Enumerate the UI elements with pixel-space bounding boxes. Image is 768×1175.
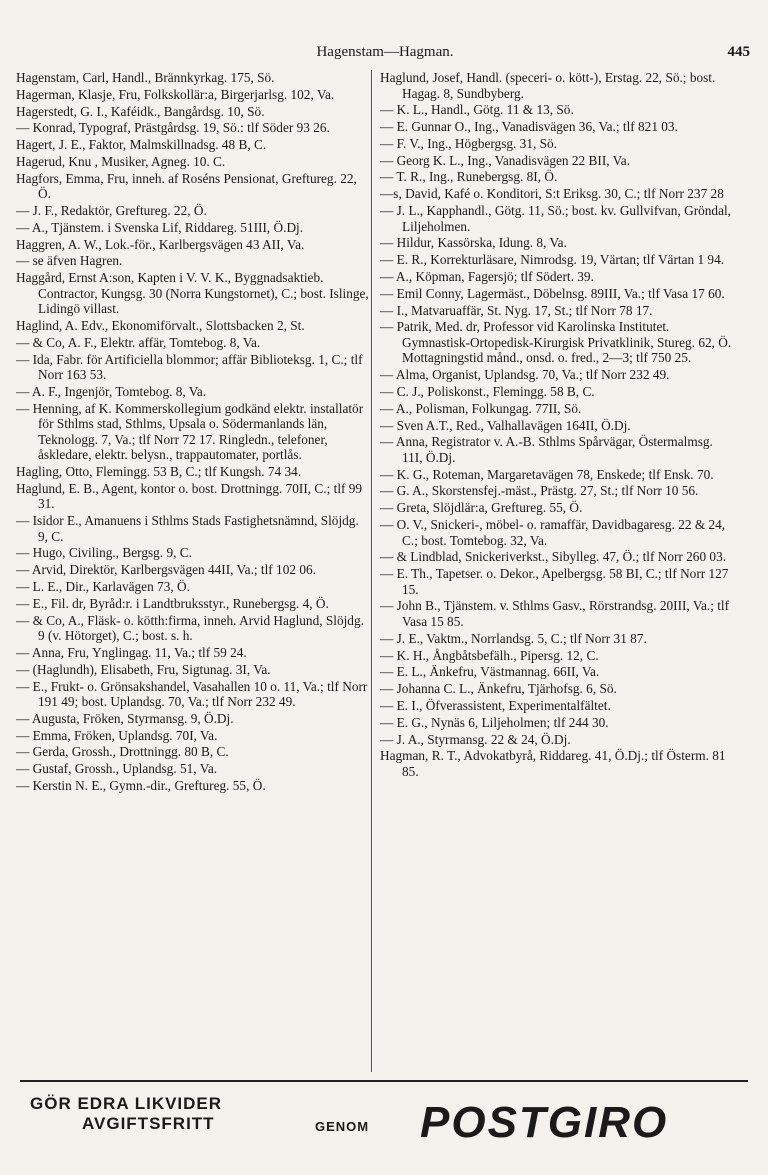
directory-entry: — Ida, Fabr. för Artificiella blommor; affär Biblioteksg. 1, C.; tlf Norr 163 53. (16, 351, 363, 383)
directory-entry: — Emil Conny, Lagermäst., Döbelnsg. 89III, Va.; tlf Vasa 17 60. (380, 285, 725, 301)
directory-entry: — & Co, A. F., Elektr. affär, Tomtebog. 8, Va. (16, 334, 261, 350)
directory-entry: Haglund, E. B., Agent, kontor o. bost. Drottningg. 70II, C.; tlf 99 31. (16, 480, 363, 512)
directory-entry: — Hildur, Kassörska, Idung. 8, Va. (380, 235, 567, 251)
directory-entry: — A., Tjänstem. i Svenska Lif, Riddareg. 51III, Ö.Dj. (16, 219, 304, 235)
directory-entry: — L. E., Dir., Karlavägen 73, Ö. (16, 579, 190, 595)
advert-line-2: AVGIFTSFRITT (82, 1114, 215, 1133)
postgiro-advert (30, 1094, 740, 1154)
directory-entry: —s, David, Kafé o. Konditori, S:t Eriksg. 30, C.; tlf Norr 237 28 (380, 186, 724, 202)
directory-entry: — & Co, A., Fläsk- o. kötth:firma, inneh. Arvid Haglund, Slöjdg. 9 (v. Hötorget), C.; bost. s. h. (16, 612, 364, 644)
directory-entry: Hagert, J. E., Faktor, Malmskillnadsg. 48 B, C. (16, 137, 267, 153)
directory-entry: — J. E., Vaktm., Norrlandsg. 5, C.; tlf Norr 31 87. (380, 630, 647, 646)
column-divider (371, 70, 372, 1072)
directory-entry: — A. F., Ingenjör, Tomtebog. 8, Va. (16, 383, 207, 399)
directory-entry: — K. L., Handl., Götg. 11 & 13, Sö. (380, 102, 574, 118)
directory-entry: — & Lindblad, Snickeriverkst., Sibylleg. 47, Ö.; tlf Norr 260 03. (380, 549, 727, 565)
directory-entry: — T. R., Ing., Runebergsg. 8I, Ö. (380, 169, 558, 185)
directory-entry: — Arvid, Direktör, Karlbergsvägen 44II, Va.; tlf 102 06. (16, 562, 316, 578)
directory-entry: — John B., Tjänstem. v. Sthlms Gasv., Rörstrandsg. 20III, Va.; tlf Vasa 15 85. (380, 598, 730, 629)
directory-entry: — C. J., Poliskonst., Flemingg. 58 B, C. (380, 383, 595, 399)
footer-rule (20, 1080, 748, 1082)
directory-entry: Haggård, Ernst A:son, Kapten i V. V. K., Byggnadsaktieb. Contractor, Kungsg. 30 (Norra Kungstornet), C.; bost. Islinge, Lidingö villast. (16, 270, 369, 317)
directory-entry: — K. G., Roteman, Margaretavägen 78, Enskede; tlf Ensk. 70. (380, 466, 714, 482)
advert-line-1: GÖR EDRA LIKVIDER (30, 1094, 223, 1113)
directory-entry: Hagerud, Knu , Musiker, Agneg. 10. C. (16, 153, 226, 169)
directory-entry: Hagerman, Klasje, Fru, Folkskollär:a, Birgerjarlsg. 102, Va. (16, 86, 335, 102)
directory-entry: — F. V., Ing., Högbergsg. 31, Sö. (380, 135, 557, 151)
directory-entry: Haglund, Josef, Handl. (speceri- o. kött-), Erstag. 22, Sö.; bost. Hagag. 8, Sundbyberg. (380, 70, 716, 101)
directory-entry: — (Haglundh), Elisabeth, Fru, Sigtunag. 3I, Va. (16, 661, 271, 677)
directory-entry: — Hugo, Civiling., Bergsg. 9, C. (16, 545, 192, 561)
directory-entry: — Henning, af K. Kommerskollegium godkänd elektr. installatör för Sthlms stad, Sthlms, Upsala o. Södermanlands län, Teknologg. 7, Va.; tlf Norr 72 17. Ringledn., telefoner, åskledare, elektr. belysn., trappautomater, portlås. (16, 400, 364, 463)
directory-entry: — Anna, Registrator v. A.-B. Sthlms Spårvägar, Östermalmsg. 11I, Ö.Dj. (380, 434, 713, 465)
directory-entry: — Alma, Organist, Uplandsg. 70, Va.; tlf Norr 232 49. (380, 367, 670, 383)
directory-entry: — K. H., Ångbåtsbefälh., Pipersg. 12, C. (380, 647, 599, 663)
directory-entry: — E., Fil. dr, Byråd:r. i Landtbruksstyr., Runebergsg. 4, Ö. (16, 595, 329, 611)
directory-entry: — A., Köpman, Fagersjö; tlf Södert. 39. (380, 268, 594, 284)
directory-entry: — Johanna C. L., Änkefru, Tjärhofsg. 6, Sö. (380, 681, 617, 697)
directory-entry: Hagling, Otto, Flemingg. 53 B, C.; tlf Kungsh. 74 34. (16, 464, 302, 480)
advert-brand: POSTGIRO (420, 1098, 669, 1147)
page-header (20, 44, 750, 68)
directory-entry: — J. A., Styrmansg. 22 & 24, Ö.Dj. (380, 731, 571, 747)
directory-entry: — se äfven Hagren. (16, 253, 123, 269)
directory-entry: — A., Polisman, Folkungag. 77II, Sö. (380, 400, 582, 416)
left-column (16, 70, 372, 1072)
directory-entry: — E., Frukt- o. Grönsakshandel, Vasahallen 10 o. 11, Va.; tlf Norr 191 49; bost. Uplandsg. 70, Va.; tlf Norr 232 49. (16, 678, 368, 710)
directory-entry: — E. L., Änkefru, Västmannag. 66II, Va. (380, 664, 600, 680)
directory-entry: — Anna, Fru, Ynglingag. 11, Va.; tlf 59 24. (16, 644, 247, 660)
directory-entry: — Gustaf, Grossh., Uplandsg. 51, Va. (16, 761, 218, 777)
directory-entry: — J. L., Kapphandl., Götg. 11, Sö.; bost. kv. Gullvifvan, Gröndal, Liljeholmen. (380, 203, 731, 234)
page-title: Hagenstam—Hagman. (316, 44, 454, 60)
directory-entry: Haggren, A. W., Lok.-för., Karlbergsvägen 43 AII, Va. (16, 236, 305, 252)
directory-entry: — Gerda, Grossh., Drottningg. 80 B, C. (16, 744, 229, 760)
directory-entry: — Sven A.T., Red., Valhallavägen 164II, Ö.Dj. (380, 417, 631, 433)
directory-entry: — Augusta, Fröken, Styrmansg. 9, Ö.Dj. (16, 710, 234, 726)
directory-entry: — E. R., Korrekturläsare, Nimrodsg. 19, Värtan; tlf Värtan 1 94. (380, 252, 725, 268)
directory-entry: — Georg K. L., Ing., Vanadisvägen 22 BII, Va. (380, 152, 631, 168)
page-number: 445 (727, 44, 750, 60)
right-column (380, 70, 736, 1072)
directory-entry: Hagerstedt, G. I., Kaféidk., Bangårdsg. 10, Sö. (16, 103, 265, 119)
directory-entry: — I., Matvaruaffär, St. Nyg. 17, St.; tlf Norr 78 17. (380, 302, 653, 318)
directory-entry: — Greta, Slöjdlär:a, Greftureg. 55, Ö. (380, 500, 583, 516)
directory-entry: — Kerstin N. E., Gymn.-dir., Greftureg. 55, Ö. (16, 778, 266, 793)
advert-line-3: GENOM (315, 1119, 370, 1134)
directory-entry: Hagfors, Emma, Fru, inneh. af Roséns Pensionat, Greftureg. 22, Ö. (16, 170, 357, 202)
directory-entry: — E. Th., Tapetser. o. Dekor., Apelbergsg. 58 BI, C.; tlf Norr 127 15. (380, 566, 729, 597)
directory-entry: Haglind, A. Edv., Ekonomiförvalt., Slottsbacken 2, St. (16, 318, 305, 334)
directory-entry: — Konrad, Typograf, Prästgårdsg. 19, Sö.: tlf Söder 93 26. (16, 120, 330, 136)
directory-entry: — E. I., Öfverassistent, Experimentalfältet. (380, 697, 611, 713)
directory-entry: — Patrik, Med. dr, Professor vid Karolinska Institutet. Gymnastisk-Ortopedisk-Kirurgisk Privatklinik, Stureg. 62, Ö. Mottagningstid månd., onsd. o. fred., 2—3; tlf 750 25. (380, 319, 732, 366)
directory-entry: Hagenstam, Carl, Handl., Brännkyrkag. 175, Sö. (16, 70, 275, 85)
directory-entry: — E. G., Nynäs 6, Liljeholmen; tlf 244 30. (380, 714, 609, 730)
directory-entry: — O. V., Snickeri-, möbel- o. ramaffär, Davidbagaresg. 22 & 24, C.; bost. Tomtebog. 32, Va. (380, 517, 726, 548)
directory-entry: — J. F., Redaktör, Greftureg. 22, Ö. (16, 203, 207, 219)
directory-entry: — E. Gunnar O., Ing., Vanadisvägen 36, Va.; tlf 821 03. (380, 119, 678, 135)
directory-entry: — Isidor E., Amanuens i Sthlms Stads Fastighetsnämnd, Slöjdg. 9, C. (16, 513, 359, 544)
directory-entry: — Emma, Fröken, Uplandsg. 70I, Va. (16, 727, 218, 743)
directory-entry: Hagman, R. T., Advokatbyrå, Riddareg. 41, Ö.Dj.; tlf Österm. 81 85. (380, 748, 726, 779)
directory-entry: — G. A., Skorstensfej.-mäst., Prästg. 27, St.; tlf Norr 10 56. (380, 483, 699, 499)
